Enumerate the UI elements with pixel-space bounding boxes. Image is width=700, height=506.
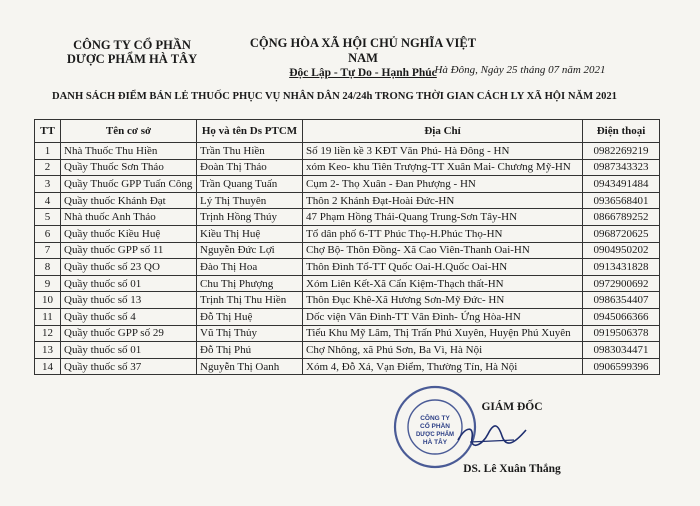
table-row [35, 225, 660, 242]
cell-phone: 0986354407 [583, 292, 660, 309]
cell-address: Thôn 2 Khánh Đạt-Hoài Đức-HN [303, 192, 583, 209]
cell-name: Quầy Thuốc Sơn Thảo [61, 159, 197, 176]
cell-phone: 0968720625 [583, 225, 660, 242]
row-number: 9 [35, 275, 61, 292]
cell-pharmacist: Đoàn Thị Thảo [197, 159, 303, 176]
cell-address: Xóm 4, Đỗ Xá, Vạn Điểm, Thường Tín, Hà Nội [303, 358, 583, 375]
cell-name: Quầy thuốc số 23 QO [61, 259, 197, 276]
cell-address: Thôn Đình Tổ-TT Quốc Oai-H.Quốc Oai-HN [303, 259, 583, 276]
company-line-2: DƯỢC PHẨM HÀ TÂY [66, 52, 198, 66]
cell-name: Quầy Thuốc GPP Tuấn Công [61, 176, 197, 193]
cell-name: Quầy thuốc số 01 [61, 275, 197, 292]
cell-address: Cụm 2- Thọ Xuân - Đan Phượng - HN [303, 176, 583, 193]
cell-pharmacist: Đỗ Thị Phú [197, 342, 303, 359]
cell-phone: 0906599396 [583, 358, 660, 375]
cell-name: Quầy thuốc GPP số 29 [61, 325, 197, 342]
row-number: 4 [35, 192, 61, 209]
table-row [35, 143, 660, 160]
svg-text:HÀ TÂY: HÀ TÂY [422, 439, 448, 446]
cell-pharmacist: Trần Thu Hiền [197, 143, 303, 160]
row-number: 6 [35, 225, 61, 242]
table-row [35, 176, 660, 193]
svg-text:CÔNG TY: CÔNG TY [420, 415, 450, 422]
table-row [35, 209, 660, 226]
row-number: 14 [35, 358, 61, 375]
cell-pharmacist: Đỗ Thị Huệ [197, 308, 303, 325]
row-number: 8 [35, 259, 61, 276]
cell-phone: 0904950202 [583, 242, 660, 259]
director-title: GIÁM ĐỐC [481, 401, 543, 413]
cell-name: Quầy thuốc Khánh Đạt [61, 192, 197, 209]
cell-address: Chợ Bộ- Thôn Đồng- Xã Cao Viên-Thanh Oai-HN [303, 242, 583, 259]
cell-name: Nhà Thuốc Thu Hiền [61, 143, 197, 160]
cell-pharmacist: Trịnh Thị Thu Hiền [197, 292, 303, 309]
svg-text:CỔ PHẦN: CỔ PHẦN [420, 423, 450, 430]
table-row [35, 308, 660, 325]
cell-pharmacist: Chu Thị Phượng [197, 275, 303, 292]
cell-phone: 0972900692 [583, 275, 660, 292]
table-row [35, 242, 660, 259]
cell-address: xóm Keo- khu Tiên Trượng-TT Xuân Mai- Chương Mỹ-HN [303, 159, 583, 176]
table-row [35, 358, 660, 375]
cell-address: Số 19 liền kề 3 KĐT Văn Phú- Hà Đông - HN [303, 143, 583, 160]
cell-pharmacist: Trần Quang Tuấn [197, 176, 303, 193]
company-name [52, 38, 212, 66]
row-number: 11 [35, 308, 61, 325]
signature [452, 420, 532, 450]
header-phone: Điện thoại [583, 120, 660, 143]
cell-phone: 0945066366 [583, 308, 660, 325]
cell-pharmacist: Lý Thị Thuyên [197, 192, 303, 209]
cell-address: Tổ dân phố 6-TT Phúc Thọ-H.Phúc Thọ-HN [303, 225, 583, 242]
cell-address: Chợ Nhông, xã Phú Sơn, Ba Vì, Hà Nội [303, 342, 583, 359]
table-body [35, 143, 660, 375]
cell-name: Quầy thuốc Kiều Huệ [61, 225, 197, 242]
row-number: 10 [35, 292, 61, 309]
table-header-row [35, 120, 660, 143]
header-name: Tên cơ sở [61, 120, 197, 143]
table-row [35, 325, 660, 342]
cell-phone: 0987343323 [583, 159, 660, 176]
national-motto: Độc Lập - Tự Do - Hạnh Phúc [289, 67, 437, 79]
cell-phone: 0936568401 [583, 192, 660, 209]
row-number: 7 [35, 242, 61, 259]
table-row [35, 259, 660, 276]
row-number: 3 [35, 176, 61, 193]
row-number: 12 [35, 325, 61, 342]
cell-name: Quầy thuốc số 37 [61, 358, 197, 375]
cell-phone: 0919506378 [583, 325, 660, 342]
cell-name: Quầy thuốc số 01 [61, 342, 197, 359]
cell-pharmacist: Trịnh Hồng Thúy [197, 209, 303, 226]
cell-name: Quầy thuốc số 13 [61, 292, 197, 309]
row-number: 1 [35, 143, 61, 160]
cell-address: Thôn Đục Khê-Xã Hương Sơn-Mỹ Đức- HN [303, 292, 583, 309]
cell-pharmacist: Kiều Thị Huệ [197, 225, 303, 242]
cell-address: 47 Phạm Hồng Thái-Quang Trung-Sơn Tây-HN [303, 209, 583, 226]
cell-pharmacist: Nguyễn Thị Oanh [197, 358, 303, 375]
cell-name: Nhà thuốc Anh Thảo [61, 209, 197, 226]
cell-name: Quầy thuốc GPP số 11 [61, 242, 197, 259]
nation-name: CỘNG HÒA XÃ HỘI CHỦ NGHĨA VIỆT NAM [249, 36, 477, 65]
table-row [35, 275, 660, 292]
header-tt: TT [35, 120, 61, 143]
cell-phone: 0913431828 [583, 259, 660, 276]
cell-name: Quầy thuốc số 4 [61, 308, 197, 325]
cell-phone: 0866789252 [583, 209, 660, 226]
row-number: 2 [35, 159, 61, 176]
svg-text:DƯỢC PHẨM: DƯỢC PHẨM [415, 432, 455, 438]
table-row [35, 292, 660, 309]
cell-pharmacist: Đào Thị Hoa [197, 259, 303, 276]
cell-address: Tiểu Khu Mỹ Lâm, Thị Trấn Phú Xuyên, Huyện Phú Xuyên [303, 325, 583, 342]
signer-name: DS. Lê Xuân Thắng [463, 463, 561, 475]
document-title: DANH SÁCH ĐIỂM BÁN LẺ THUỐC PHỤC VỤ NHÂN DÂN 24/24h TRONG THỜI GIAN CÁCH LY XÃ HỘI NĂM 2021 [52, 91, 617, 102]
cell-pharmacist: Nguyễn Đức Lợi [197, 242, 303, 259]
cell-phone: 0983034471 [583, 342, 660, 359]
dateline: Hà Đông, Ngày 25 tháng 07 năm 2021 [434, 64, 606, 76]
table-row [35, 159, 660, 176]
table-row [35, 342, 660, 359]
row-number: 13 [35, 342, 61, 359]
header-pharmacist: Họ và tên Ds PTCM [197, 120, 303, 143]
cell-phone: 0982269219 [583, 143, 660, 160]
cell-address: Xóm Liên Kết-Xã Cẩn Kiệm-Thạch thất-HN [303, 275, 583, 292]
cell-address: Dốc viện Văn Đình-TT Vân Đình- Ứng Hòa-HN [303, 308, 583, 325]
cell-phone: 0943491484 [583, 176, 660, 193]
pharmacy-table [34, 119, 660, 375]
company-line-1: CÔNG TY CỔ PHẦN [73, 38, 191, 52]
row-number: 5 [35, 209, 61, 226]
header-address: Địa Chỉ [303, 120, 583, 143]
cell-pharmacist: Vũ Thị Thủy [197, 325, 303, 342]
table-row [35, 192, 660, 209]
